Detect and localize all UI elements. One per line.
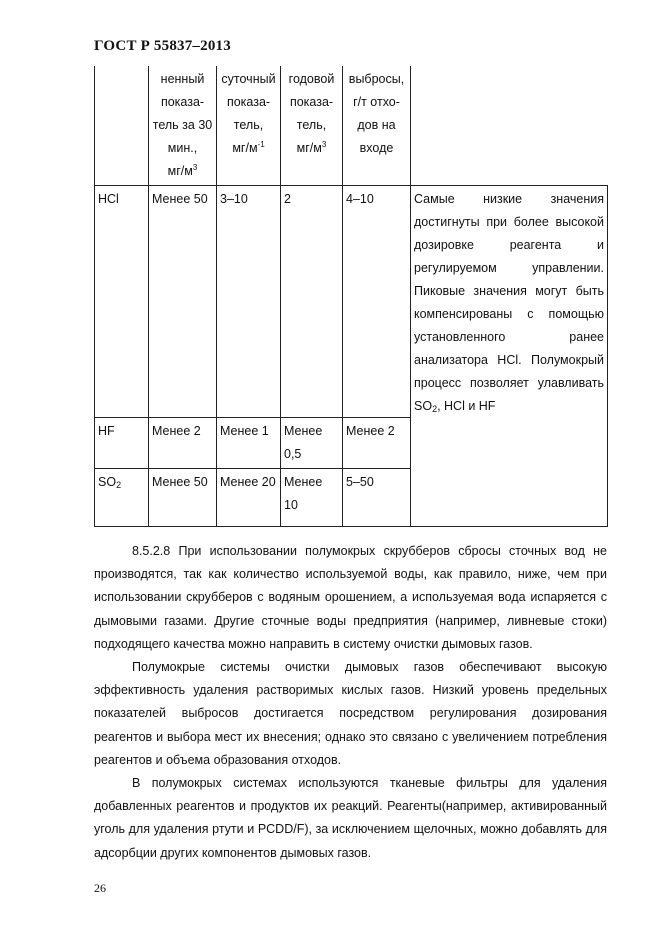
cell-comment: Самые низкие значения достигнуты при более высокой дозировке реагента и регулируемом управлении. Пиковые значения могут быть компенсированы с помощью установленного ранее анализатора HCl. Полумокрый процесс позволяет улавливать $SO_2$, HCl и HF bbox=[411, 186, 608, 527]
cell-substance: $SO_2$ bbox=[95, 469, 149, 527]
cell-daily: Менее 20 bbox=[217, 469, 281, 527]
header-cell-input-emissions: выбросы, г/т отхо- дов на входе bbox=[343, 66, 411, 186]
cell-substance: HCl bbox=[95, 186, 149, 418]
cell-input: 4–10 bbox=[343, 186, 411, 418]
cell-half-hour: Менее 50 bbox=[149, 186, 217, 418]
header-cell-comment bbox=[411, 66, 608, 186]
standard-header: ГОСТ Р 55837–2013 bbox=[94, 38, 231, 54]
header-cell-daily: суточный показа- тель, $мг/м^{-1}$ bbox=[217, 66, 281, 186]
cell-annual: 2 bbox=[281, 186, 343, 418]
cell-annual: Менее 10 bbox=[281, 469, 343, 527]
cell-input: Менее 2 bbox=[343, 418, 411, 469]
cell-input: 5–50 bbox=[343, 469, 411, 527]
paragraph: Полумокрые системы очистки дымовых газов обеспечивают высокую эффективность удаления растворимых кислых газов. Низкий уровень предельных показателей выбросов достигается посредством регулирования дозирования реагентов и выбора мест их внесения; однако это связано с увеличением потребления реагентов и объема образования отходов. bbox=[94, 660, 607, 767]
body-text bbox=[94, 540, 607, 865]
cell-half-hour: Менее 50 bbox=[149, 469, 217, 527]
page-number: 26 bbox=[94, 881, 106, 895]
cell-daily: 3–10 bbox=[217, 186, 281, 418]
paragraph: В полумокрых системах используются тканевые фильтры для удаления добавленных реагентов и продуктов их реакций. Реагенты(например, активированный уголь для удаления ртути и PCDD/F), за исключением щелочных, можно добавлять для адсорбции других компонентов дымовых газов. bbox=[94, 776, 607, 860]
table-row-hcl bbox=[95, 186, 608, 418]
cell-daily: Менее 1 bbox=[217, 418, 281, 469]
emissions-table bbox=[94, 66, 608, 527]
table-header-row bbox=[95, 66, 608, 186]
header-cell-half-hour: ненный показа- тель за 30 мин., $мг/м^3$ bbox=[149, 66, 217, 186]
header-cell-annual: годовой показа- тель, $мг/м^3$ bbox=[281, 66, 343, 186]
paragraph: 8.5.2.8 При использовании полумокрых скрубберов сбросы сточных вод не производятся, так как количество используемой воды, как правило, ниже, чем при использовании скрубберов с водяным орошением, а используемая вода испаряется с дымовыми газами. Другие сточные воды предприятия (например, ливневые стоки) подходящего качества можно направить в систему очистки дымовых газов. bbox=[94, 544, 607, 651]
header-cell-substance bbox=[95, 66, 149, 186]
cell-annual: Менее 0,5 bbox=[281, 418, 343, 469]
cell-half-hour: Менее 2 bbox=[149, 418, 217, 469]
cell-substance: HF bbox=[95, 418, 149, 469]
